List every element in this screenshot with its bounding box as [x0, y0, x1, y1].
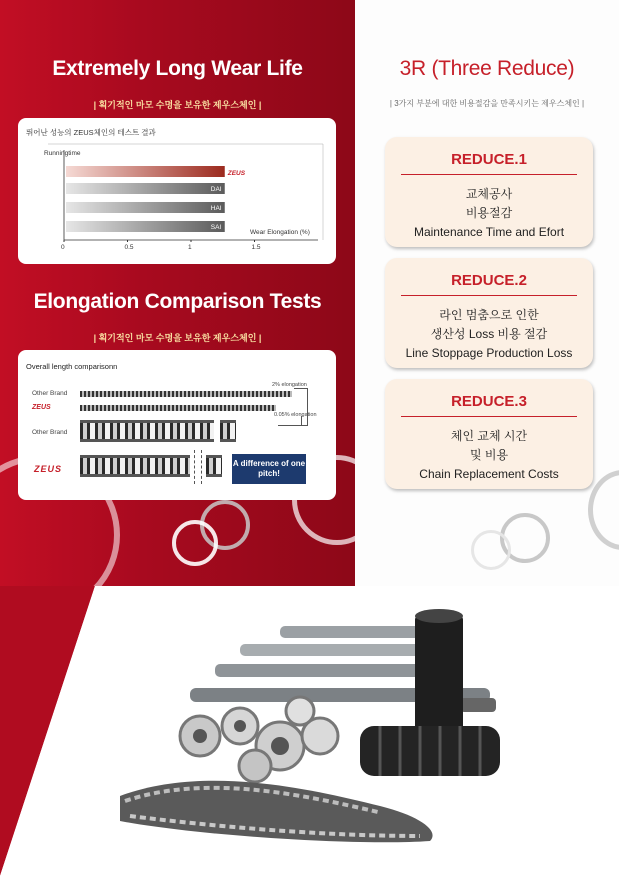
reduce-card-body: [385, 427, 593, 484]
zeus-logo: ZEUS: [34, 464, 63, 474]
reduce-line-text: Chain Replacement Costs: [419, 467, 559, 481]
chart-caption: 뛰어난 성능의 ZEUS체인의 테스트 결과: [26, 128, 156, 137]
elongation-subtitle: | 획기적인 마모 수명을 보유한 제우스체인 |: [93, 333, 262, 343]
wear-chart-card: [18, 118, 336, 264]
divider: [401, 295, 577, 296]
y-axis-label: Runningtime: [44, 150, 81, 157]
locking-assemblies: [180, 697, 338, 782]
reduce-card-title: REDUCE.3: [451, 393, 527, 410]
three-reduce-subtitle: | 3가지 부분에 대한 비용절감을 만족시키는 제우스체인 |: [389, 99, 585, 108]
black-drum-roller: [415, 609, 463, 732]
x-tick-label: 0: [61, 244, 65, 251]
wear-life-subtitle: | 획기적인 마모 수명을 보유한 제우스체인 |: [93, 100, 262, 110]
reduce-line-text: 라인 멈춤으로 인한: [439, 308, 539, 322]
decorative-ring: [172, 520, 218, 566]
product-photo: [0, 586, 619, 876]
bracket-line: [278, 416, 302, 426]
reduce-line-text: Maintenance Time and Efort: [413, 225, 565, 239]
divider: [401, 416, 577, 417]
reduce-line-text: 및 비용: [469, 448, 509, 462]
pitch-difference-note: A difference of one pitch!: [232, 454, 306, 484]
zeus-logo-small: ZEUS: [32, 404, 51, 411]
reduce-card-title: REDUCE.2: [451, 272, 527, 289]
pitch-marker: [194, 450, 202, 484]
other-brand-label: Other Brand: [32, 429, 68, 436]
single-link-zeus: [206, 455, 222, 477]
large-chain-other-brand: [80, 420, 214, 442]
reduce-line-text: 체인 교체 시간: [450, 429, 528, 443]
bar-label: ZEUS: [227, 170, 246, 177]
bar-sai: [66, 221, 225, 232]
elongation-card: [18, 350, 336, 500]
reduce-card-body: [385, 185, 593, 242]
product-photo-area: [0, 586, 619, 876]
thin-chain-other-brand: [80, 391, 292, 397]
reduce-card-2: [385, 258, 593, 368]
bar-label: HAI: [210, 205, 222, 212]
bar-dai: [66, 183, 225, 194]
x-tick-label: 1: [188, 244, 192, 251]
other-brand-label: Other Brand: [32, 390, 68, 397]
reduce-card-title: REDUCE.1: [451, 151, 527, 168]
thin-chain-zeus: [80, 405, 276, 411]
reduce-card-body: [385, 306, 593, 363]
bar-label: DAI: [210, 186, 222, 193]
elongation-caption: Overall length comparisonn: [26, 362, 118, 371]
roller-chain: [120, 781, 433, 843]
elongation-title: Elongation Comparison Tests: [33, 290, 322, 313]
reduce-card-3: [385, 379, 593, 489]
three-reduce-title: 3R (Three Reduce): [399, 57, 575, 80]
elongation-005pct-label: 0.05% elongation: [274, 412, 317, 418]
bar-hai: [66, 202, 225, 213]
bar-label: SAI: [210, 224, 222, 231]
x-axis-label: Wear Elongation (%): [250, 229, 310, 236]
reduce-line-text: 교체공사: [465, 187, 513, 201]
decorative-ring: [471, 530, 511, 570]
bar-zeus: [66, 166, 225, 177]
elongation-2pct-label: 2% elongation: [272, 382, 307, 388]
single-link-other-brand: [220, 420, 236, 442]
wear-chart: [18, 118, 336, 264]
reduce-line-text: Line Stoppage Production Loss: [405, 346, 573, 360]
divider: [401, 174, 577, 175]
x-tick-label: 0.5: [124, 244, 134, 251]
large-chain-zeus: [80, 455, 190, 477]
wear-life-title: Extremely Long Wear Life: [52, 57, 303, 80]
rubber-disc-roller: [360, 726, 500, 776]
reduce-line-text: 생산성 Loss 비용 절감: [430, 327, 548, 341]
reduce-line-text: 비용절감: [465, 206, 513, 220]
reduce-card-1: [385, 137, 593, 247]
x-tick-label: 1.5: [251, 244, 261, 251]
